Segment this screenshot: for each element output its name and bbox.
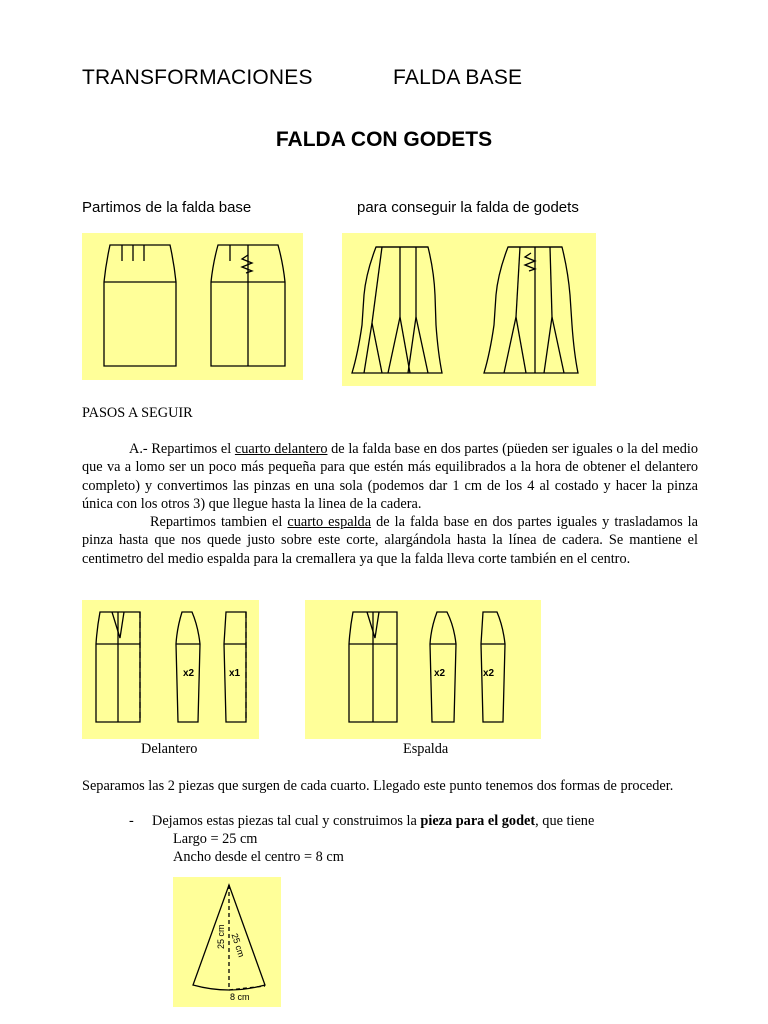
bullet-text-before: Dejamos estas piezas tal cual y construimos la xyxy=(152,813,421,829)
x2-label-espalda-2: x2 xyxy=(483,668,495,679)
godet-length-label-side: 25 cm xyxy=(229,932,247,959)
header-right: FALDA BASE xyxy=(393,66,523,89)
delantero-figure xyxy=(82,600,259,739)
cuarto-espalda-term: cuarto espalda xyxy=(287,514,372,530)
bullet-text xyxy=(152,812,712,830)
paragraph-a xyxy=(82,440,698,513)
largo-line: Largo = 25 cm xyxy=(173,831,258,847)
paragraph-b-rest: de la falda base en dos partes iguales y trasladamos la pinza hasta que nos quede justo sobre este corte, alargándola hasta la línea de cadera. Se mantiene el centimetro del medio espalda para la cremallera ya que la falda lleva corte también en el centro. xyxy=(82,514,698,567)
bullet-dash: - xyxy=(129,813,134,829)
bullet-text-after: , que tiene xyxy=(535,813,595,829)
paragraph-b-prefix: Repartimos tambien el xyxy=(150,514,288,530)
caption-left: Partimos de la falda base xyxy=(82,199,252,216)
godet-skirt-figure xyxy=(342,233,596,386)
header-left: TRANSFORMACIONES xyxy=(82,66,313,89)
section-heading: PASOS A SEGUIR xyxy=(82,405,193,421)
ancho-line: Ancho desde el centro = 8 cm xyxy=(173,849,344,865)
delantero-label: Delantero xyxy=(141,741,198,757)
page-title: FALDA CON GODETS xyxy=(275,128,493,151)
paragraph-a-rest: de la falda base en dos partes (püeden ser iguales o la del medio que va a lomo ser un poco más pequeña para que estén más equilibrados a la hora de obtener el delantero completo) y convertimos las pinzas en una sola (podemos dar 1 cm de los 4 al costado y hacer la pinza única con los otros 3) que llegue hasta la linea de la cadera. xyxy=(82,441,698,512)
espalda-label: Espalda xyxy=(403,741,449,757)
x2-label-espalda-1: x2 xyxy=(434,668,446,679)
paragraph-c: Separamos las 2 piezas que surgen de cada cuarto. Llegado este punto tenemos dos formas de proceder. xyxy=(82,778,674,794)
paragraph-b xyxy=(82,513,698,568)
cuarto-delantero-term: cuarto delantero xyxy=(234,441,328,457)
x2-label-delantero: x2 xyxy=(183,668,195,679)
paragraph-a-prefix: A.- Repartimos el xyxy=(129,441,235,457)
base-skirt-figure xyxy=(82,233,303,380)
caption-right: para conseguir la falda de godets xyxy=(357,199,579,216)
godet-piece-figure xyxy=(173,877,281,1007)
godet-width-label: 8 cm xyxy=(230,992,250,1002)
godet-length-label-center: 25 cm xyxy=(216,924,226,949)
bullet-bold-term: pieza para el godet xyxy=(420,813,536,829)
x1-label-delantero: x1 xyxy=(229,668,241,679)
espalda-figure xyxy=(305,600,541,739)
